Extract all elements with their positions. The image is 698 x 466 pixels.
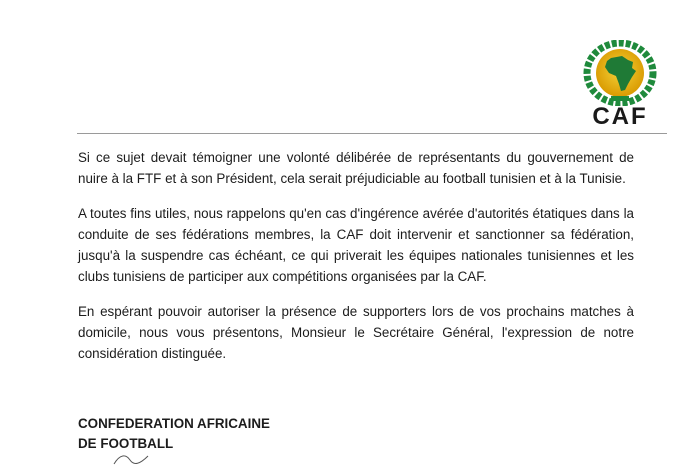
paragraph-1: Si ce sujet devait témoigner une volonté délibérée de représentants du gouvernement de nuire à la FTF et à son Président, cela serait préjudiciable au football tunisien et à la Tunisie. [78,150,634,186]
caf-logo [578,40,662,132]
caf-logo-text: CAF [592,103,648,130]
signature-line-1: CONFEDERATION AFRICAINE [78,416,270,431]
header-divider [77,133,667,134]
signature-block [78,414,270,454]
signature-line-2: DE FOOTBALL [78,436,174,451]
paragraph-2: A toutes fins utiles, nous rappelons qu'en cas d'ingérence avérée d'autorités étatiques dans la conduite de ses fédérations membres, la CAF doit intervenir et sanctionner sa fédération, jusqu'à la suspendre cas échéant, ce qui priverait les équipes nationales tunisiennes et les clubs tunisiens de participer aux compétitions organisées par la CAF. [78,206,634,284]
paragraph-3: En espérant pouvoir autoriser la présence de supporters lors de vos prochains matches à domicile, nous vous présentons, Monsieur le Secrétaire Général, l'expression de notre considération distinguée. [78,304,634,361]
letter-body [78,147,634,378]
handwritten-signature-mark [112,452,152,466]
caf-emblem-icon [578,40,662,106]
